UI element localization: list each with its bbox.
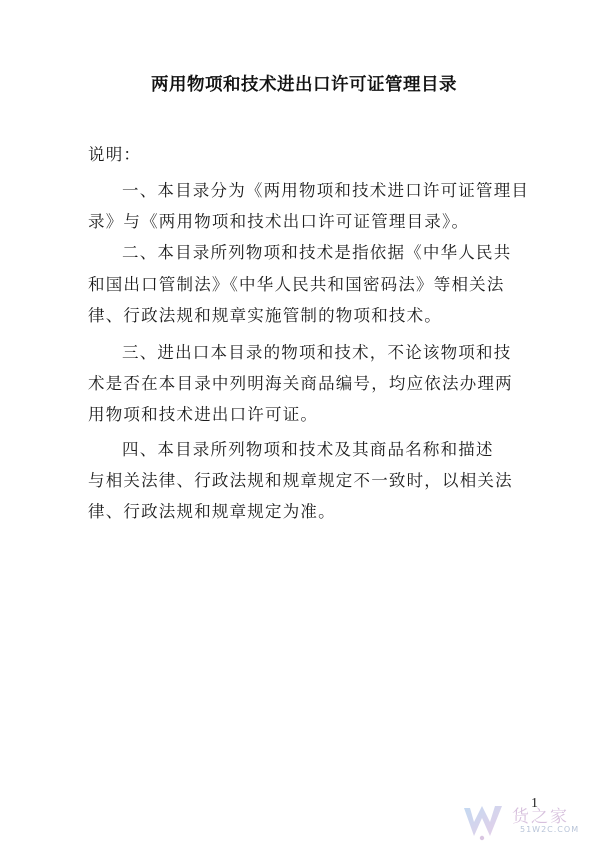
watermark-site: 51W2C.COM xyxy=(520,825,580,834)
explanation-heading: 说明： xyxy=(88,145,142,164)
paragraph-1-line-2: 录》与《两用物项和技术出口许可证管理目录》。 xyxy=(88,212,470,231)
paragraph-2-line-3: 律、行政法规和规章实施管制的物项和技术。 xyxy=(88,306,442,325)
watermark-name: 货之家 xyxy=(512,807,569,827)
paragraph-3-line-1: 三、进出口本目录的物项和技术，不论该物项和技 xyxy=(122,343,512,362)
paragraph-2-line-1: 二、本目录所列物项和技术是指依据《中华人民共 xyxy=(122,243,512,262)
w-logo-icon xyxy=(462,802,506,842)
page-number: 1 xyxy=(531,796,538,811)
paragraph-4-line-1: 四、本目录所列物项和技术及其商品名称和描述 xyxy=(122,440,494,459)
paragraph-2-line-2: 和国出口管制法》《中华人民共和国密码法》等相关法 xyxy=(88,275,505,294)
paragraph-4-line-2: 与相关法律、行政法规和规章规定不一致时，以相关法 xyxy=(88,471,513,490)
watermark xyxy=(462,798,592,848)
paragraph-3-line-2: 术是否在本目录中列明海关商品编号，均应依法办理两 xyxy=(88,374,513,393)
document-title: 两用物项和技术进出口许可证管理目录 xyxy=(151,75,457,95)
paragraph-3-line-3: 用物项和技术进出口许可证。 xyxy=(88,405,319,424)
paragraph-4-line-3: 律、行政法规和规章规定为准。 xyxy=(88,502,336,521)
paragraph-1-line-1: 一、本目录分为《两用物项和技术进口许可证管理目 xyxy=(122,181,530,200)
